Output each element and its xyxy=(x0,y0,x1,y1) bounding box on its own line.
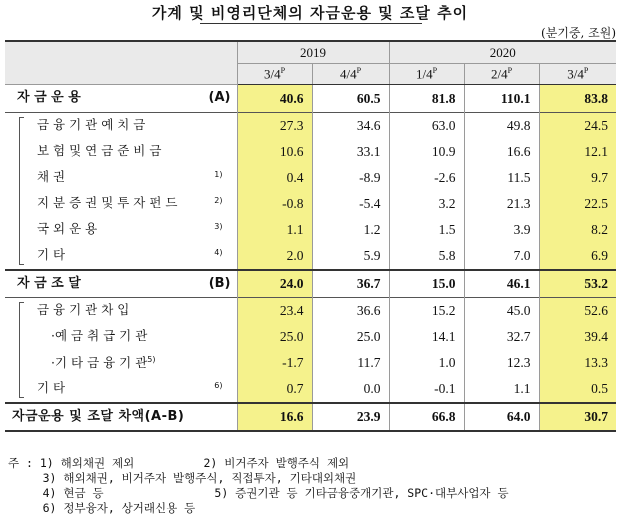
value-cell: 11.5 xyxy=(464,165,539,191)
value-cell: 8.2 xyxy=(539,217,616,243)
value-cell: 10.9 xyxy=(389,139,464,165)
quarter-label: 3/4 xyxy=(263,66,281,82)
table-row xyxy=(5,217,616,243)
row-label xyxy=(5,113,237,140)
header-corner xyxy=(5,41,237,85)
unit-label: (분기중, 조원) xyxy=(541,26,616,40)
value-cell: 64.0 xyxy=(464,403,539,431)
row-label-text: 자금운용 및 조달 차액(A-B) xyxy=(12,409,185,424)
table-row xyxy=(5,165,616,191)
value-cell: 3.9 xyxy=(464,217,539,243)
row-label xyxy=(5,403,237,431)
value-cell: 16.6 xyxy=(464,139,539,165)
value-cell: 25.0 xyxy=(312,324,389,350)
quarter-label: 1/4 xyxy=(415,66,433,82)
footnote-line: 주 : 1) 해외채권 제외 2) 비거주자 발행주식 제외 xyxy=(8,456,350,470)
value-cell: 39.4 xyxy=(539,324,616,350)
value-cell: 0.4 xyxy=(237,165,312,191)
table-row-fund-raising xyxy=(5,270,616,298)
table-row-net-difference xyxy=(5,403,616,431)
footnote-ref: 4) xyxy=(214,248,223,257)
value-cell: 32.7 xyxy=(464,324,539,350)
preliminary-mark: P xyxy=(356,66,362,76)
row-label-text: 기 타 xyxy=(37,380,66,395)
row-label xyxy=(5,270,237,298)
table-title: 가계 및 비영리단체의 자금운용 및 조달 추이 xyxy=(151,4,469,22)
footnote-ref: 6) xyxy=(214,381,223,390)
footnotes xyxy=(8,456,618,516)
footnote-line: 4) 현금 등 5) 증권기관 등 기타금융중개기관, SPC·대부사업자 등 xyxy=(8,486,509,500)
value-cell: 81.8 xyxy=(389,85,464,113)
value-cell: 25.0 xyxy=(237,324,312,350)
footnote-ref: 1) xyxy=(214,170,223,179)
table-row-fund-use xyxy=(5,85,616,113)
value-cell: 14.1 xyxy=(389,324,464,350)
value-cell: -0.1 xyxy=(389,376,464,403)
quarter-label: 4/4 xyxy=(339,66,357,82)
table-row xyxy=(5,113,616,140)
row-label xyxy=(5,191,237,217)
quarter-header xyxy=(237,64,312,85)
value-cell: 11.7 xyxy=(312,350,389,376)
value-cell: 40.6 xyxy=(237,85,312,113)
row-label xyxy=(5,376,237,403)
flow-of-funds-table xyxy=(5,40,616,432)
value-cell: 1.5 xyxy=(389,217,464,243)
footnote-line: 6) 정부융자, 상거래신용 등 xyxy=(8,501,196,515)
value-cell: -5.4 xyxy=(312,191,389,217)
row-label-suffix: (A) xyxy=(208,90,231,105)
year-2020-header: 2020 xyxy=(389,41,616,64)
value-cell: -1.7 xyxy=(237,350,312,376)
value-cell: 7.0 xyxy=(464,243,539,270)
value-cell: 33.1 xyxy=(312,139,389,165)
footnote-ref: 3) xyxy=(214,222,223,231)
preliminary-mark: P xyxy=(432,66,438,76)
value-cell: 1.1 xyxy=(464,376,539,403)
value-cell: 63.0 xyxy=(389,113,464,140)
row-label xyxy=(5,217,237,243)
value-cell: 1.1 xyxy=(237,217,312,243)
table-row xyxy=(5,191,616,217)
row-label xyxy=(5,350,237,376)
table-row xyxy=(5,139,616,165)
value-cell: 1.0 xyxy=(389,350,464,376)
preliminary-mark: P xyxy=(507,66,513,76)
table-row xyxy=(5,243,616,270)
value-cell: 34.6 xyxy=(312,113,389,140)
value-cell: 12.1 xyxy=(539,139,616,165)
row-label-text: 국 외 운 용 xyxy=(37,221,98,236)
footnote-line: 3) 해외채권, 비거주자 발행주식, 직접투자, 기타대외채권 xyxy=(8,471,357,485)
value-cell: 83.8 xyxy=(539,85,616,113)
quarter-label: 3/4 xyxy=(567,66,584,82)
row-label xyxy=(5,165,237,191)
value-cell: 27.3 xyxy=(237,113,312,140)
value-cell: 2.0 xyxy=(237,243,312,270)
value-cell: 0.0 xyxy=(312,376,389,403)
value-cell: 6.9 xyxy=(539,243,616,270)
value-cell: 0.7 xyxy=(237,376,312,403)
title-underline xyxy=(200,23,422,24)
value-cell: 66.8 xyxy=(389,403,464,431)
row-label-text: 자 금 조 달 xyxy=(17,276,81,291)
value-cell: 49.8 xyxy=(464,113,539,140)
quarter-header xyxy=(464,64,539,85)
row-label xyxy=(5,298,237,325)
quarter-header xyxy=(539,64,616,85)
value-cell: -0.8 xyxy=(237,191,312,217)
value-cell: 13.3 xyxy=(539,350,616,376)
year-header-row xyxy=(5,41,616,64)
value-cell: 22.5 xyxy=(539,191,616,217)
preliminary-mark: P xyxy=(583,66,589,76)
value-cell: -8.9 xyxy=(312,165,389,191)
value-cell: 10.6 xyxy=(237,139,312,165)
value-cell: 30.7 xyxy=(539,403,616,431)
value-cell: 110.1 xyxy=(464,85,539,113)
value-cell: 9.7 xyxy=(539,165,616,191)
value-cell: 53.2 xyxy=(539,270,616,298)
quarter-header xyxy=(389,64,464,85)
quarter-label: 2/4 xyxy=(490,66,508,82)
table-row xyxy=(5,298,616,325)
value-cell: 15.2 xyxy=(389,298,464,325)
table-row xyxy=(5,324,616,350)
row-label xyxy=(5,139,237,165)
row-label-text: 자 금 운 용 xyxy=(17,90,81,105)
value-cell: 24.5 xyxy=(539,113,616,140)
row-label xyxy=(5,243,237,270)
footnote-ref: 2) xyxy=(214,196,223,205)
value-cell: 21.3 xyxy=(464,191,539,217)
value-cell: 23.4 xyxy=(237,298,312,325)
row-label-text: 기 타 xyxy=(37,247,66,262)
value-cell: 0.5 xyxy=(539,376,616,403)
value-cell: 36.7 xyxy=(312,270,389,298)
table-row xyxy=(5,376,616,403)
row-label xyxy=(5,324,237,350)
row-label-text: 보 험 및 연 금 준 비 금 xyxy=(37,143,162,158)
row-label-text: ·예 금 취 급 기 관 xyxy=(51,328,148,343)
value-cell: -2.6 xyxy=(389,165,464,191)
value-cell: 36.6 xyxy=(312,298,389,325)
year-2019-header: 2019 xyxy=(237,41,389,64)
row-label-text: 금 융 기 관 예 치 금 xyxy=(37,117,146,132)
row-label-text: 금 융 기 관 차 입 xyxy=(37,302,130,317)
footnote-ref: 5) xyxy=(147,355,156,364)
value-cell: 12.3 xyxy=(464,350,539,376)
row-label-text: 지 분 증 권 및 투 자 펀 드 xyxy=(37,195,178,210)
row-label xyxy=(5,85,237,113)
value-cell: 23.9 xyxy=(312,403,389,431)
value-cell: 46.1 xyxy=(464,270,539,298)
row-label-text: ·기 타 금 융 기 관 xyxy=(51,355,148,371)
value-cell: 16.6 xyxy=(237,403,312,431)
value-cell: 3.2 xyxy=(389,191,464,217)
value-cell: 5.8 xyxy=(389,243,464,270)
row-label-suffix: (B) xyxy=(208,276,231,291)
row-label-text: 채 권 xyxy=(37,169,66,184)
value-cell: 24.0 xyxy=(237,270,312,298)
preliminary-mark: P xyxy=(280,66,286,76)
value-cell: 5.9 xyxy=(312,243,389,270)
quarter-header xyxy=(312,64,389,85)
table-row xyxy=(5,350,616,376)
value-cell: 52.6 xyxy=(539,298,616,325)
value-cell: 60.5 xyxy=(312,85,389,113)
value-cell: 1.2 xyxy=(312,217,389,243)
value-cell: 45.0 xyxy=(464,298,539,325)
value-cell: 15.0 xyxy=(389,270,464,298)
